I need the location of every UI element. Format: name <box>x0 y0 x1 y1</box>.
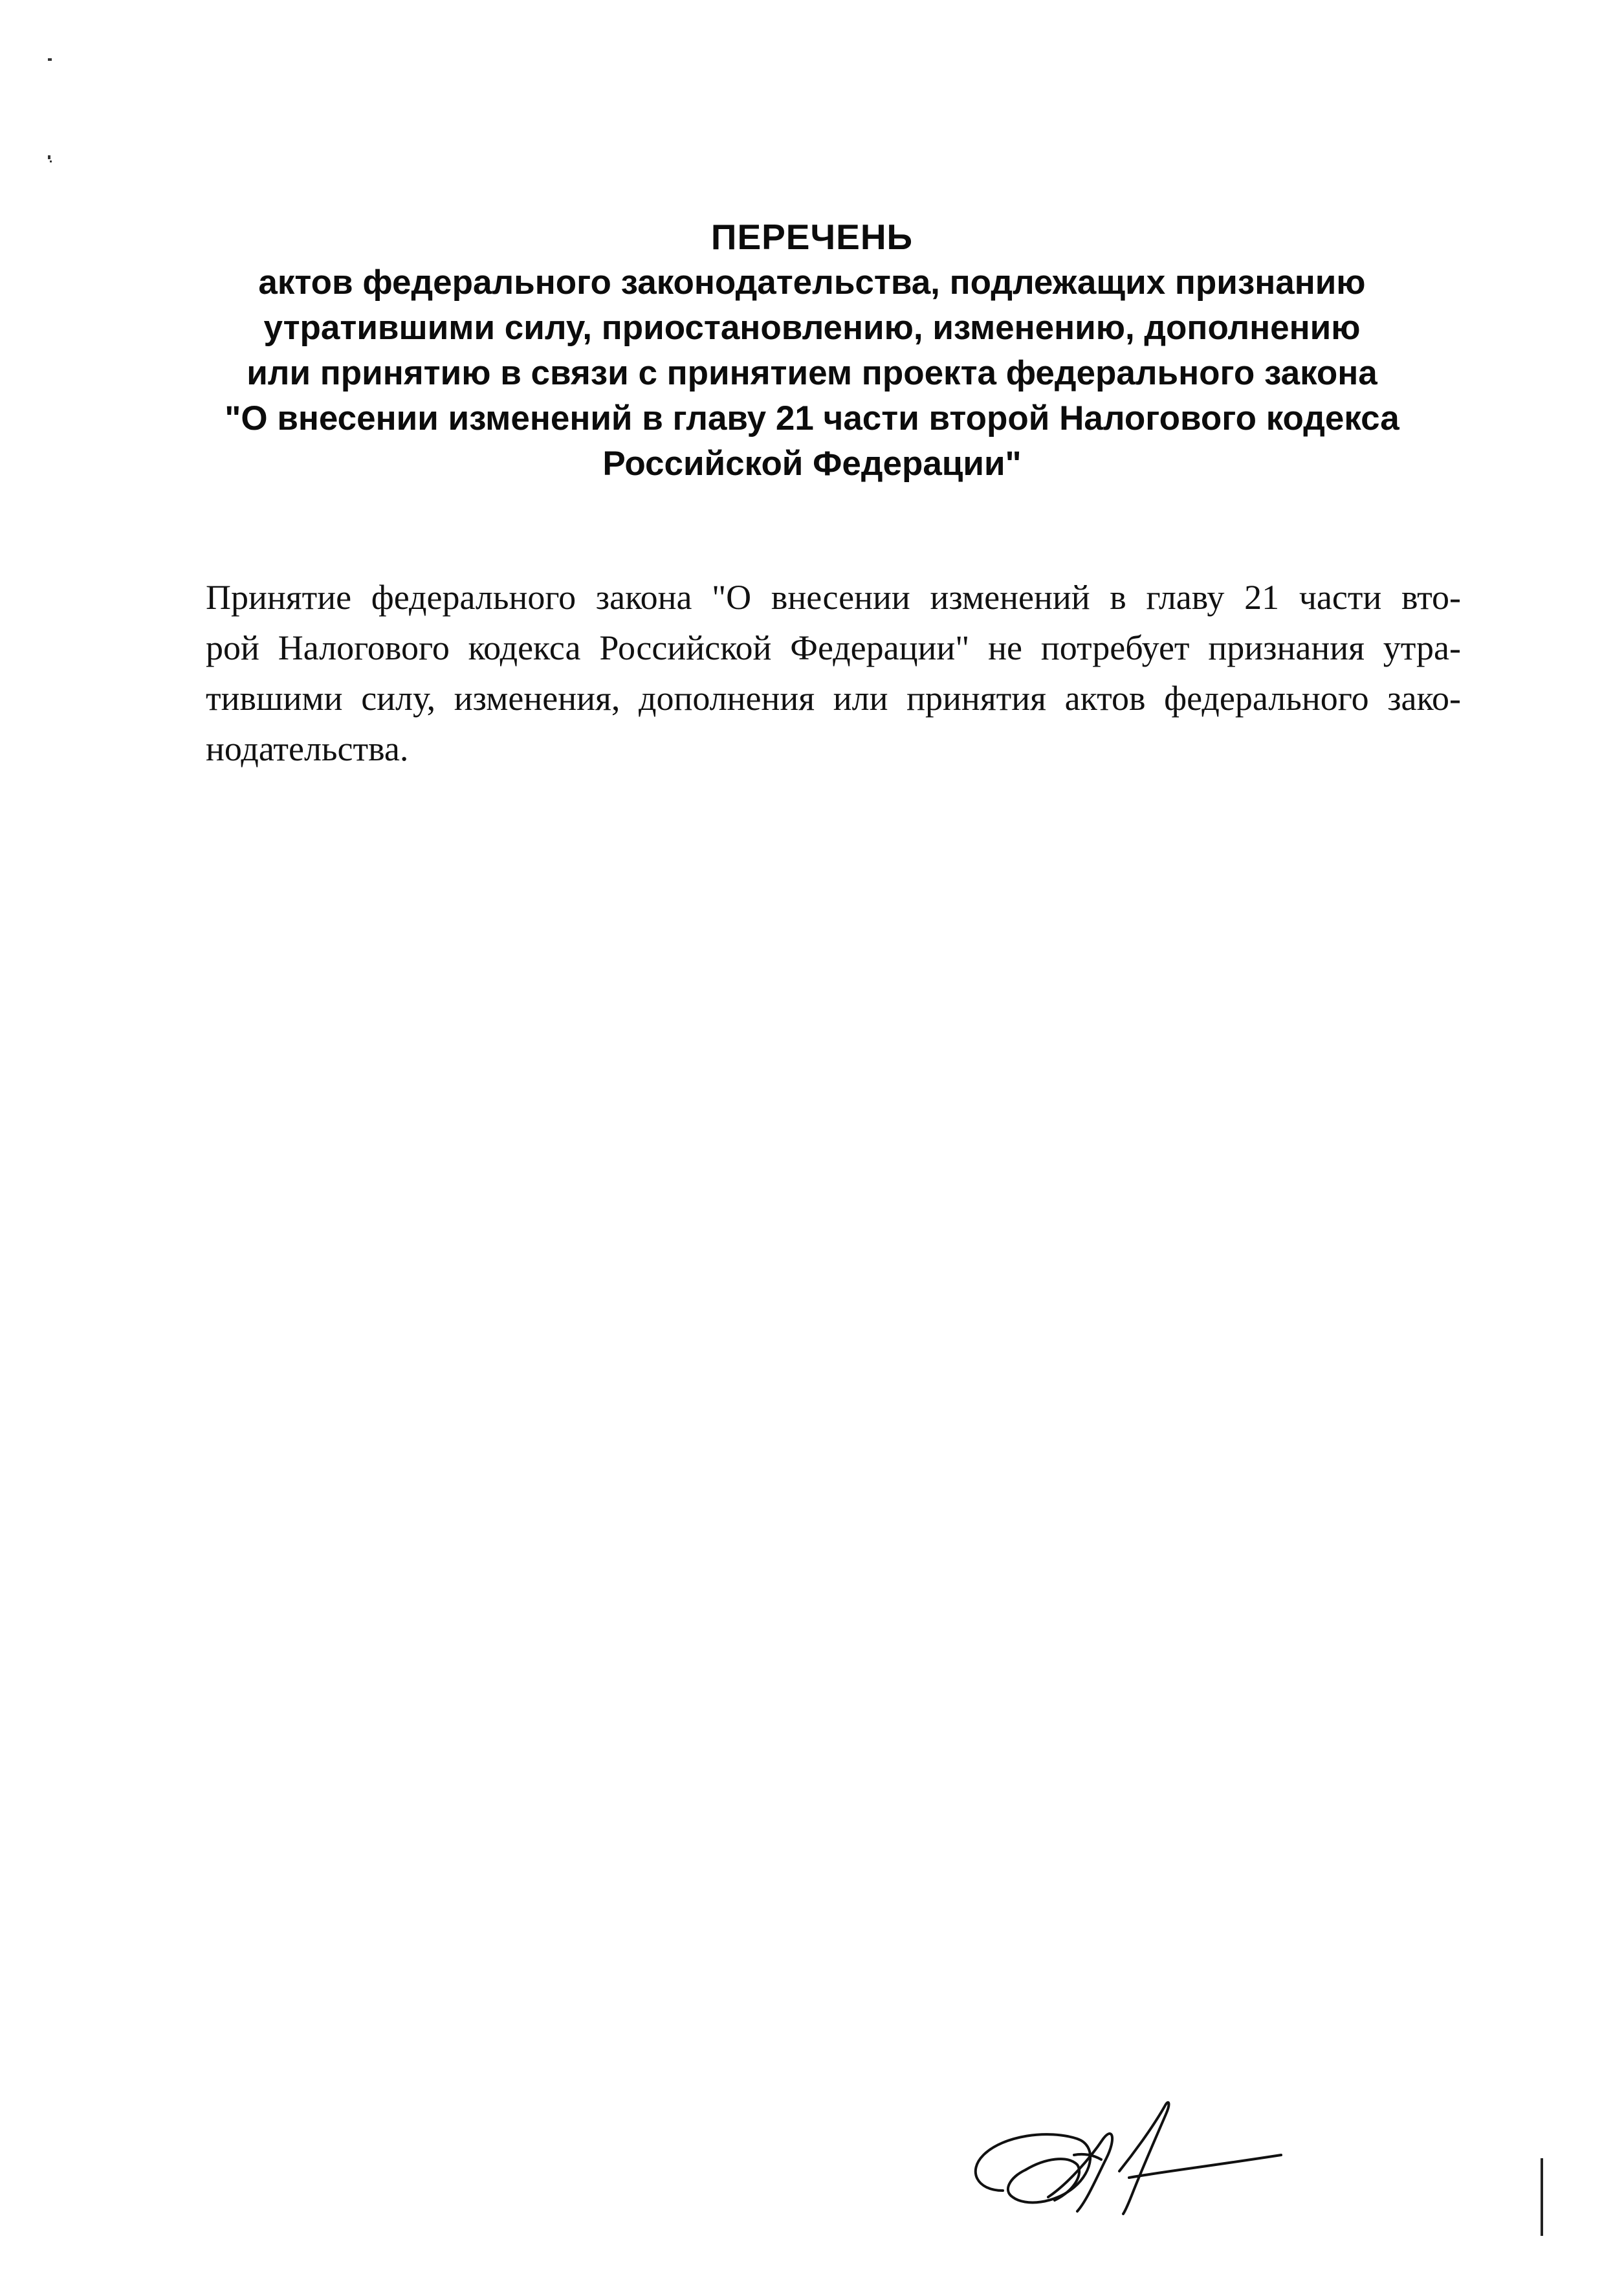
document-title: ПЕРЕЧЕНЬ <box>710 217 914 257</box>
signature-icon <box>964 2094 1300 2216</box>
body-line: тившими силу, изменения, дополнения или принятия актов федерального зако- <box>206 679 1461 718</box>
body-line: Принятие федерального закона "О внесении изменений в главу 21 части вто- <box>206 578 1461 617</box>
margin-mark <box>1541 2158 1543 2236</box>
scan-artifact <box>50 160 52 162</box>
scan-artifact <box>48 155 50 159</box>
title-block <box>129 214 1495 487</box>
subtitle-line: актов федерального законодательства, подлежащих признанию <box>258 263 1366 302</box>
subtitle-line: Российской Федерации" <box>602 445 1022 483</box>
subtitle-line: "О внесении изменений в главу 21 части второй Налогового кодекса <box>225 399 1399 437</box>
body-line: рой Налогового кодекса Российской Федерации" не потребует признания утра- <box>206 628 1461 667</box>
body-paragraph <box>206 572 1461 774</box>
scan-artifact <box>48 58 52 61</box>
document-subtitle <box>129 260 1495 487</box>
body-line: нодательства. <box>206 729 409 768</box>
subtitle-line: утратившими силу, приостановлению, изменению, дополнению <box>263 309 1361 347</box>
subtitle-line: или принятию в связи с принятием проекта федерального закона <box>247 354 1377 392</box>
